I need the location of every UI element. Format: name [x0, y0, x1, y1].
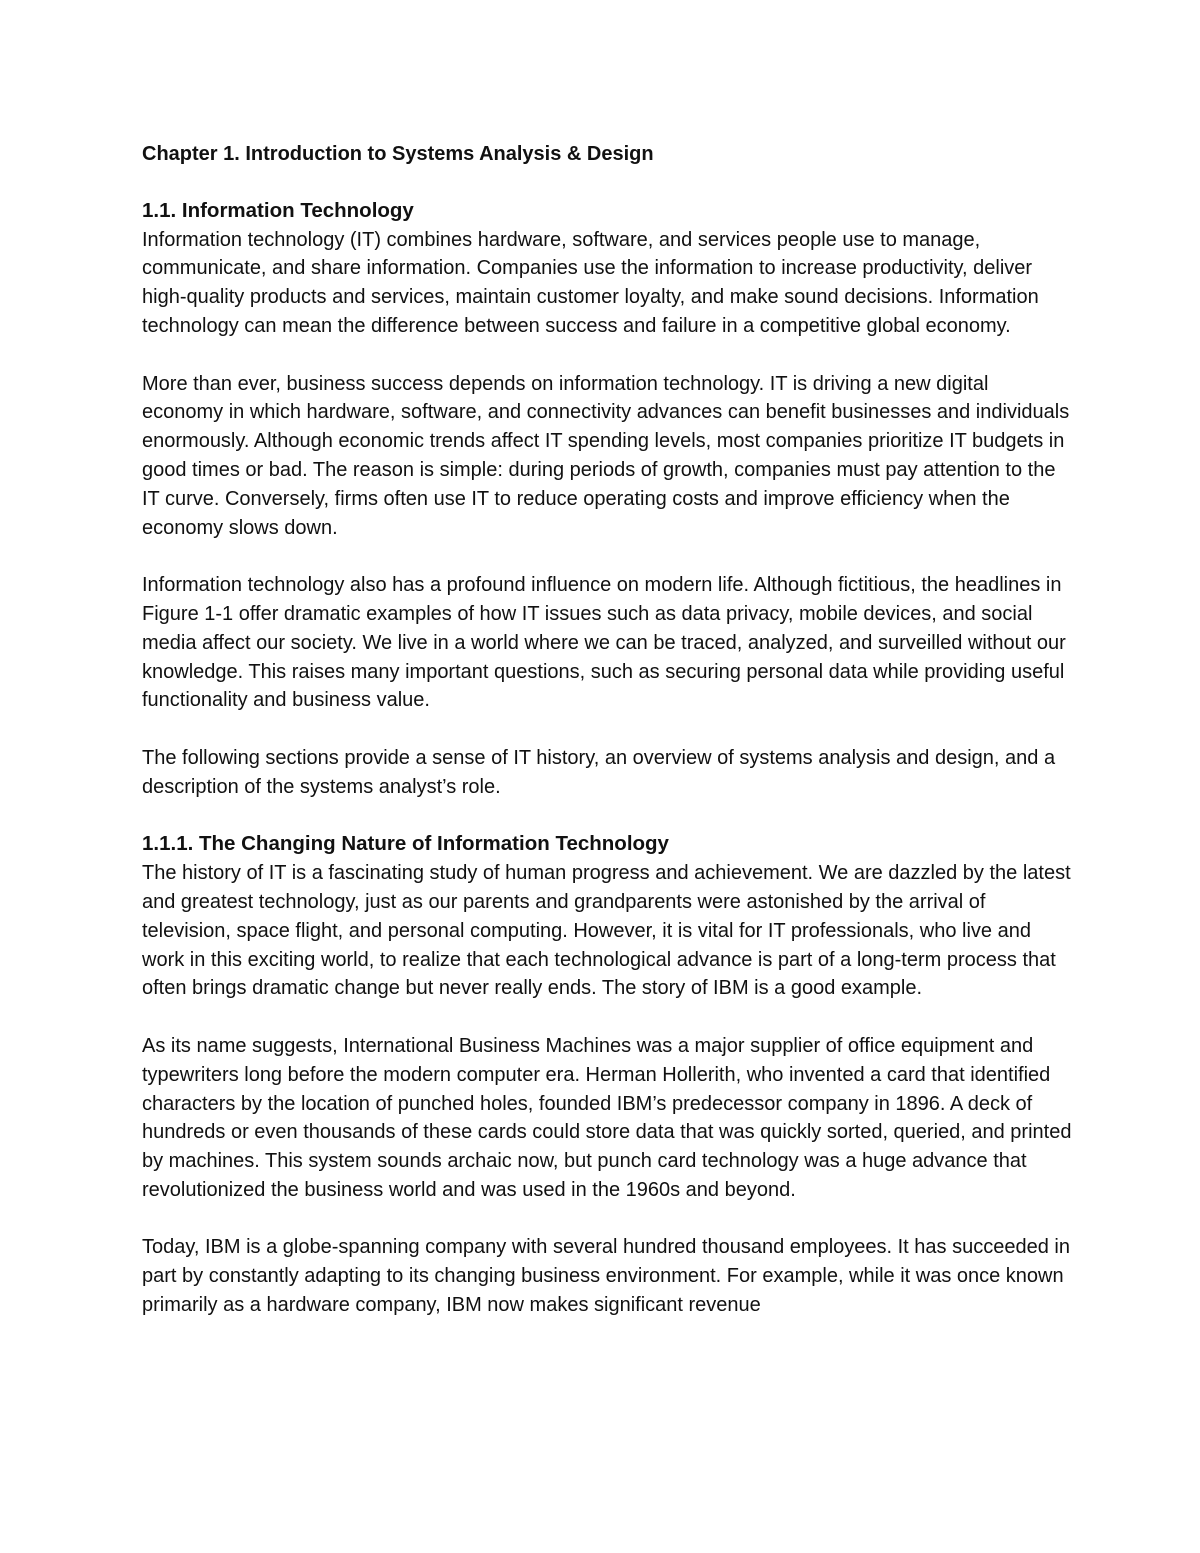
- chapter-title: Chapter 1. Introduction to Systems Analysis & Design: [142, 143, 654, 165]
- paragraph: Information technology (IT) combines hardware, software, and services people use to manage, communicate, and share information. Companies use the information to increase productivity, deliver high-quality products and services, maintain customer loyalty, and make sound decisions. Information technology can mean the difference between success and failure in a competitive global economy.: [142, 228, 1039, 337]
- paragraph: More than ever, business success depends on information technology. IT is driving a new digital economy in which hardware, software, and connectivity advances can benefit businesses and individuals enormously. Although economic trends affect IT spending levels, most companies prioritize IT budgets in good times or bad. The reason is simple: during periods of growth, companies must pay attention to the IT curve. Conversely, firms often use IT to reduce operating costs and improve efficiency when the economy slows down.: [142, 372, 1070, 539]
- paragraph: The history of IT is a fascinating study of human progress and achievement. We are dazzled by the latest and greatest technology, just as our parents and grandparents were astonished by the arrival of television, space flight, and personal computing. However, it is vital for IT professionals, who live and work in this exciting world, to realize that each technological advance is part of a long-term process that often brings dramatic change but never really ends. The story of IBM is a good example.: [142, 862, 1071, 1000]
- section-heading-1-1: 1.1. Information Technology: [142, 198, 414, 222]
- paragraph: The following sections provide a sense of IT history, an overview of systems analysis and design, and a description of the systems analyst’s role.: [142, 746, 1056, 798]
- section-heading-1-1-1: 1.1.1. The Changing Nature of Information Technology: [142, 832, 669, 856]
- paragraph: Information technology also has a profound influence on modern life. Although fictitious, the headlines in Figure 1-1 offer dramatic examples of how IT issues such as data privacy, mobile devices, and social media affect our society. We live in a world where we can be traced, analyzed, and surveilled without our knowledge. This raises many important questions, such as securing personal data while providing useful functionality and business value.: [142, 574, 1066, 712]
- paragraph: As its name suggests, International Business Machines was a major supplier of office equipment and typewriters long before the modern computer era. Herman Hollerith, who invented a card that identified characters by the location of punched holes, founded IBM’s predecessor company in 1896. A deck of hundreds or even thousands of these cards could store data that was quickly sorted, queried, and printed by machines. This system sounds archaic now, but punch card technology was a huge advance that revolutionized the business world and was used in the 1960s and beyond.: [142, 1034, 1072, 1201]
- document-page: [142, 140, 1072, 1320]
- paragraph: Today, IBM is a globe-spanning company with several hundred thousand employees. It has succeeded in part by constantly adapting to its changing business environment. For example, while it was once known primarily as a hardware company, IBM now makes significant revenue: [142, 1236, 1070, 1317]
